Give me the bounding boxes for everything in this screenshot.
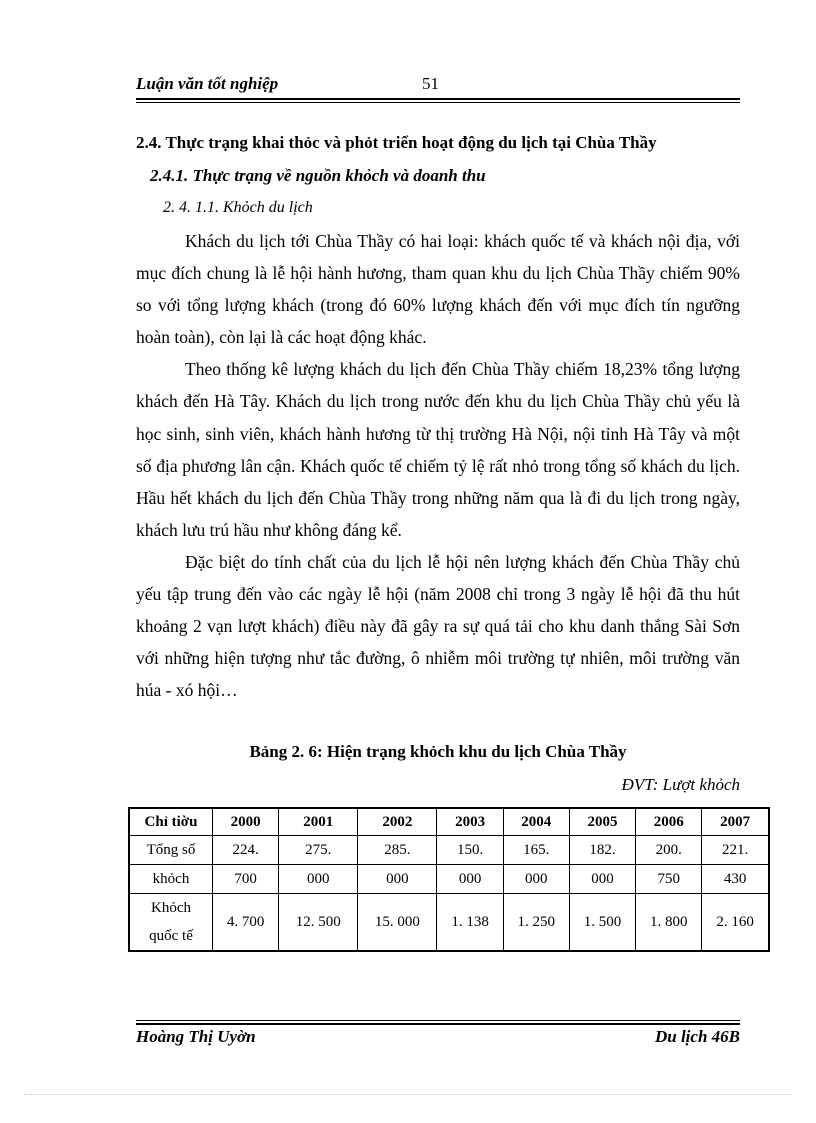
table-row-total-bottom	[129, 865, 769, 894]
page-bottom-dotted-line	[24, 1094, 792, 1095]
page-number: 51	[422, 74, 439, 93]
table-unit: ĐVT: Lượt khỏch	[621, 775, 740, 794]
footer-author: Hoàng Thị Uyờn	[136, 1027, 256, 1046]
visitor-table	[128, 807, 770, 952]
section-heading: 2.4. Thực trạng khai thỏc và phỏt triển hoạt động du lịch tại Chùa Thầy	[136, 133, 657, 152]
header-rule-thin	[136, 102, 740, 103]
total-2007-line1: 221.	[702, 836, 769, 865]
header-cell-2003: 2003	[437, 808, 503, 836]
paragraph-1: Khách du lịch tới Chùa Thầy có hai loại: khách quốc tế và khách nội địa, với mục đích chung là lễ hội hành hương, tham quan khu du lịch Chùa Thầy chiếm 90% so với tổng lượng khách (trong đó 60% lượng khách đến với mục đích tín ngưỡng hoàn toàn), còn lại là các hoạt động khác.	[136, 231, 740, 348]
header-rule-thick	[136, 98, 740, 100]
intl-2000: 4. 700	[213, 894, 279, 952]
total-2002-line2: 000	[358, 865, 437, 894]
header-cell-2007: 2007	[702, 808, 769, 836]
intl-2001: 12. 500	[279, 894, 358, 952]
intl-label-line1: Khỏch	[129, 894, 213, 923]
subsubsection-heading: 2. 4. 1.1. Khỏch du lịch	[163, 199, 313, 216]
header-cell-2006: 2006	[636, 808, 702, 836]
header-cell-2005: 2005	[569, 808, 635, 836]
intl-2004: 1. 250	[503, 894, 569, 952]
total-2006-line1: 200.	[636, 836, 702, 865]
thesis-title: Luận văn tốt nghiệp	[136, 74, 279, 93]
intl-2003: 1. 138	[437, 894, 503, 952]
page-header	[136, 74, 740, 100]
total-2005-line1: 182.	[569, 836, 635, 865]
total-2002-line1: 285.	[358, 836, 437, 865]
table-row-intl-top	[129, 894, 769, 923]
header-cell-2004: 2004	[503, 808, 569, 836]
total-label-line2: khỏch	[129, 865, 213, 894]
header-cell-2001: 2001	[279, 808, 358, 836]
intl-2005: 1. 500	[569, 894, 635, 952]
footer-rule-thin	[136, 1020, 740, 1021]
total-2000-line1: 224.	[213, 836, 279, 865]
intl-2006: 1. 800	[636, 894, 702, 952]
total-label-line1: Tổng số	[129, 836, 213, 865]
total-2000-line2: 700	[213, 865, 279, 894]
total-2005-line2: 000	[569, 865, 635, 894]
intl-2002: 15. 000	[358, 894, 437, 952]
total-2007-line2: 430	[702, 865, 769, 894]
subsection-heading: 2.4.1. Thực trạng về nguồn khỏch và doanh thu	[150, 166, 486, 185]
total-2004-line1: 165.	[503, 836, 569, 865]
total-2001-line2: 000	[279, 865, 358, 894]
paragraph-2: Theo thống kê lượng khách du lịch đến Chùa Thầy chiếm 18,23% tổng lượng khách đến Hà Tây. Khách du lịch trong nước đến khu du lịch Chùa Thầy chủ yếu là học sinh, sinh viên, khách hành hương từ thị trường Hà Nội, nội tỉnh Hà Tây và một số địa phương lân cận. Khách quốc tế chiếm tỷ lệ rất nhỏ trong tổng số khách du lịch. Hầu hết khách du lịch đến Chùa Thầy trong những năm qua là đi du lịch trong ngày, khách lưu trú hầu như không đáng kể.	[136, 359, 740, 540]
header-cell-2002: 2002	[358, 808, 437, 836]
intl-label-line2: quốc tế	[129, 922, 213, 951]
total-2004-line2: 000	[503, 865, 569, 894]
header-cell-2000: 2000	[213, 808, 279, 836]
header-cell-indicator: Chỉ tiờu	[129, 808, 213, 836]
total-2003-line2: 000	[437, 865, 503, 894]
table-row-total-top	[129, 836, 769, 865]
table-header-row	[129, 808, 769, 836]
intl-2007: 2. 160	[702, 894, 769, 952]
table-caption: Bảng 2. 6: Hiện trạng khỏch khu du lịch Chùa Thầy	[249, 742, 627, 761]
paragraph-3: Đặc biệt do tính chất của du lịch lễ hội nên lượng khách đến Chùa Thầy chủ yếu tập trung đến vào các ngày lễ hội (năm 2008 chỉ trong 3 ngày lễ hội đã thu hút khoảng 2 vạn lượt khách) điều này đã gây ra sự quá tải cho khu danh thắng Sài Sơn với những hiện tượng như tắc đường, ô nhiễm môi trường tự nhiên, môi trường văn húa - xó hội…	[136, 551, 740, 701]
total-2006-line2: 750	[636, 865, 702, 894]
page-footer	[136, 1027, 740, 1053]
footer-rule-thick	[136, 1023, 740, 1025]
total-2001-line1: 275.	[279, 836, 358, 865]
footer-class: Du lịch 46B	[654, 1027, 740, 1046]
body-text	[136, 225, 740, 706]
total-2003-line1: 150.	[437, 836, 503, 865]
